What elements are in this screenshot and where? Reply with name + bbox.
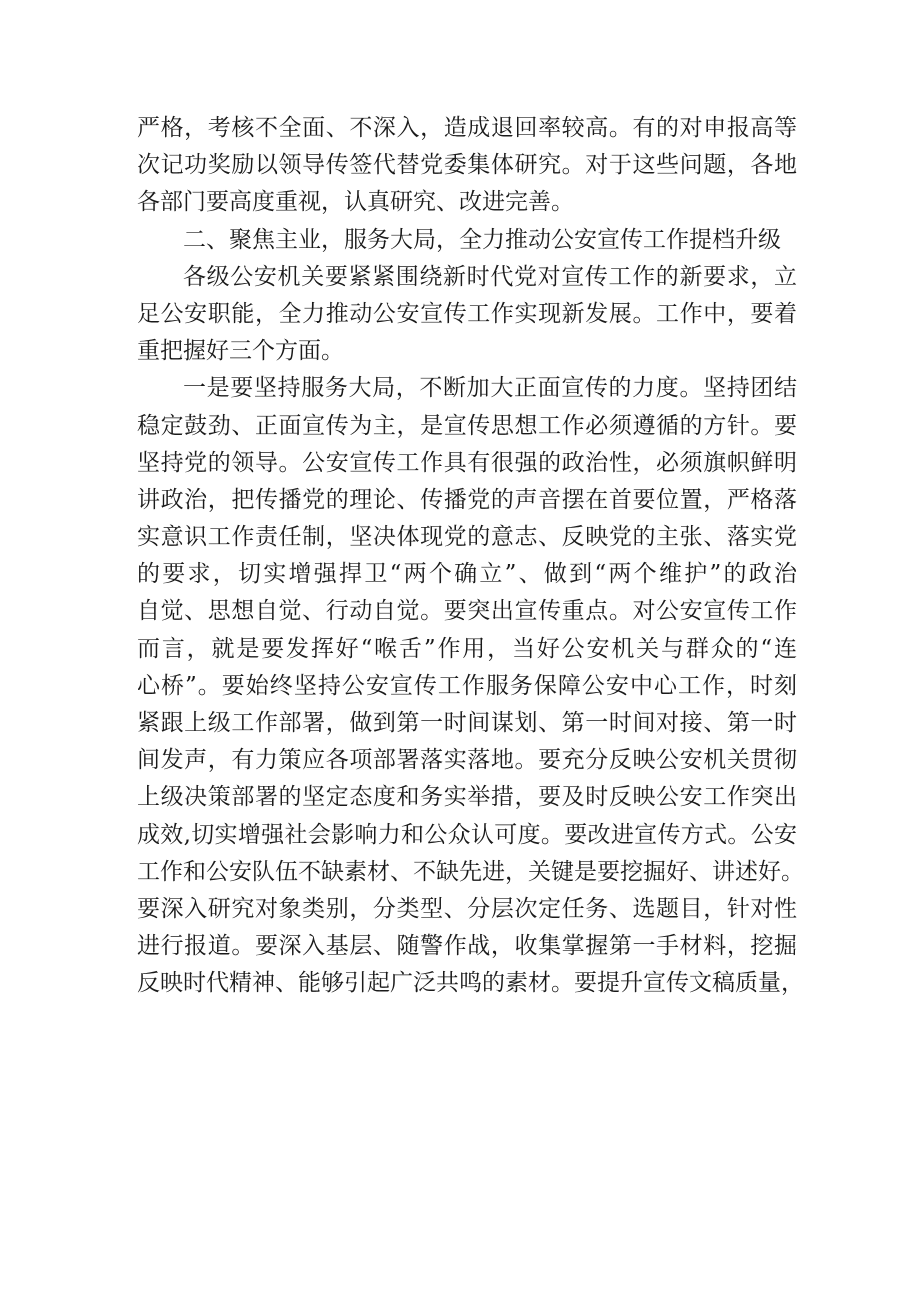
body-text xyxy=(137,110,804,1003)
text-line: 重把握好三个方面。 xyxy=(137,338,344,365)
text-line: 紧跟上级工作部署，做到第一时间谋划、第一时间对接、第一时 xyxy=(137,710,797,736)
text-line: 反映时代精神、能够引起广泛共鸣的素材。要提升宣传文稿质量， xyxy=(137,970,804,997)
text-line: 稳定鼓劲、正面宣传为主，是宣传思想工作必须遵循的方针。要 xyxy=(137,412,797,439)
text-line: 严格，考核不全面、不深入，造成退回率较高。有的对申报高等 xyxy=(137,115,797,141)
section-heading: 二、聚焦主业，服务大局，全力推动公安宣传工作提档升级 xyxy=(183,226,781,253)
text-line: 成效,切实增强社会影响力和公众认可度。要改进宣传方式。公安 xyxy=(137,821,797,848)
text-line: 间发声，有力策应各项部署落实落地。要充分反映公安机关贯彻 xyxy=(137,747,797,774)
text-line: 而言，就是要发挥好“喉舌”作用，当好公安机关与群众的“连 xyxy=(137,635,797,662)
text-line: 心桥”。要始终坚持公安宣传工作服务保障公安中心工作，时刻 xyxy=(137,672,797,699)
text-line: 进行报道。要深入基层、随警作战，收集掌握第一手材料，挖掘 xyxy=(137,933,797,960)
text-line: 工作和公安队伍不缺素材、不缺先进，关键是要挖掘好、讲述好。 xyxy=(137,858,804,885)
text-line: 上级决策部署的坚定态度和务实举措，要及时反映公安工作突出 xyxy=(137,784,797,811)
text-line: 次记功奖励以领导传签代替党委集体研究。对于这些问题，各地 xyxy=(137,152,797,179)
text-line: 自觉、思想自觉、行动自觉。要突出宣传重点。对公安宣传工作 xyxy=(137,598,797,625)
text-line: 一是要坚持服务大局，不断加大正面宣传的力度。坚持团结 xyxy=(183,375,797,402)
text-line: 的要求，切实增强捍卫“两个确立”、做到“两个维护”的政治 xyxy=(137,561,797,588)
text-line: 讲政治，把传播党的理论、传播党的声音摆在首要位置，严格落 xyxy=(137,486,797,513)
text-line: 足公安职能，全力推动公安宣传工作实现新发展。工作中，要着 xyxy=(137,300,797,327)
text-line: 坚持党的领导。公安宣传工作具有很强的政治性，必须旗帜鲜明 xyxy=(137,449,797,476)
text-line: 各级公安机关要紧紧围绕新时代党对宣传工作的新要求，立 xyxy=(183,263,797,290)
text-line: 要深入研究对象类别，分类型、分层次定任务、选题目，针对性 xyxy=(137,895,797,922)
text-line: 实意识工作责任制，坚决体现党的意志、反映党的主张、落实党 xyxy=(137,524,797,551)
text-line: 各部门要高度重视，认真研究、改进完善。 xyxy=(137,189,574,216)
